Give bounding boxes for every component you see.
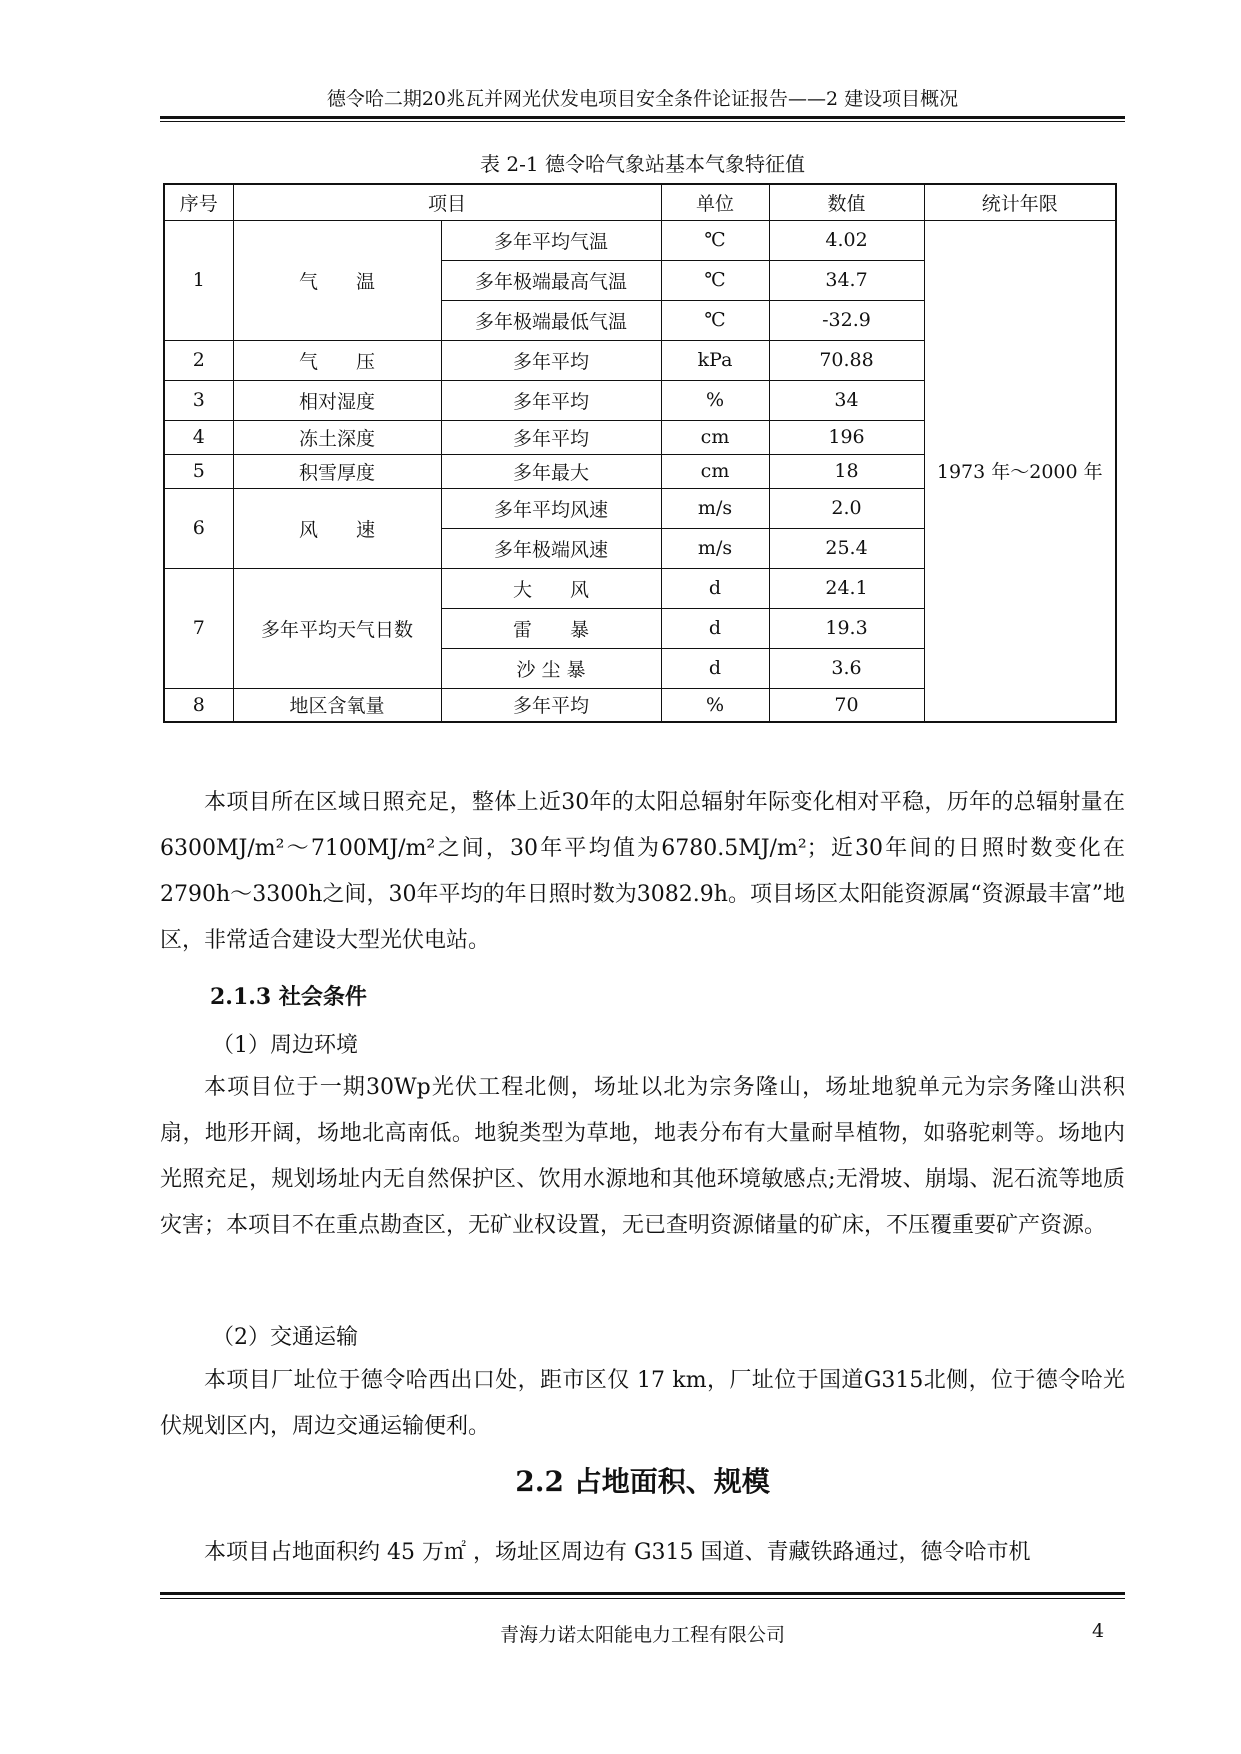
section-heading-2-2: 2.2 占地面积、规模 <box>515 1465 770 1498</box>
row-no: 6 <box>164 488 233 568</box>
row-no: 4 <box>164 420 233 454</box>
table-caption: 表 2-1 德令哈气象站基本气象特征值 <box>480 152 805 176</box>
col-header-period: 统计年限 <box>924 184 1116 220</box>
row-value: 24.1 <box>769 568 924 608</box>
subheading-environment: （1）周边环境 <box>212 1033 358 1058</box>
row-unit: m/s <box>661 528 769 568</box>
row-subitem: 多年极端最低气温 <box>441 300 661 340</box>
row-subitem: 多年平均 <box>441 380 661 420</box>
row-no: 2 <box>164 340 233 380</box>
period-cell: 1973 年～2000 年 <box>924 220 1116 722</box>
header-rule-thin <box>160 121 1125 122</box>
row-item: 气 温 <box>233 220 441 340</box>
section-heading-2-1-3: 2.1.3 社会条件 <box>210 984 367 1010</box>
header-rule-thick <box>160 116 1125 119</box>
paragraph-solar: 本项目所在区域日照充足，整体上近30年的太阳总辐射年际变化相对平稳，历年的总辐射量在6300MJ/m²～7100MJ/m²之间，30年平均值为6780.5MJ/m²；近30年间的日照时数变化在2790h～3300h之间，30年平均的年日照时数为3082.9h。项目场区太阳能资源属“资源最丰富”地区，非常适合建设大型光伏电站。 <box>160 790 1125 953</box>
col-header-unit: 单位 <box>661 184 769 220</box>
col-header-no: 序号 <box>164 184 233 220</box>
row-subitem: 沙 尘 暴 <box>441 648 661 688</box>
row-value: 3.6 <box>769 648 924 688</box>
row-subitem: 多年平均气温 <box>441 220 661 260</box>
footer-rule-thick <box>160 1592 1125 1595</box>
row-value: -32.9 <box>769 300 924 340</box>
row-value: 2.0 <box>769 488 924 528</box>
footer-rule-thin <box>160 1598 1125 1599</box>
row-subitem: 大 风 <box>441 568 661 608</box>
row-value: 70 <box>769 688 924 722</box>
row-unit: % <box>661 688 769 722</box>
row-subitem: 多年平均 <box>441 340 661 380</box>
table-row <box>164 220 1116 260</box>
row-no: 7 <box>164 568 233 688</box>
col-header-value: 数值 <box>769 184 924 220</box>
row-unit: d <box>661 568 769 608</box>
row-item: 多年平均天气日数 <box>233 568 441 688</box>
subheading-transport: （2）交通运输 <box>212 1325 358 1350</box>
running-header: 德令哈二期20兆瓦并网光伏发电项目安全条件论证报告——2 建设项目概况 <box>326 88 959 110</box>
row-unit: ℃ <box>661 260 769 300</box>
row-unit: d <box>661 608 769 648</box>
row-value: 70.88 <box>769 340 924 380</box>
row-unit: kPa <box>661 340 769 380</box>
row-item: 积雪厚度 <box>233 454 441 488</box>
row-subitem: 多年平均 <box>441 688 661 722</box>
row-value: 34.7 <box>769 260 924 300</box>
row-unit: % <box>661 380 769 420</box>
row-subitem: 雷 暴 <box>441 608 661 648</box>
footer-company: 青海力诺太阳能电力工程有限公司 <box>499 1624 785 1646</box>
weather-table <box>163 183 1117 723</box>
row-no: 1 <box>164 220 233 340</box>
row-subitem: 多年平均风速 <box>441 488 661 528</box>
col-header-item: 项目 <box>233 184 661 220</box>
row-unit: cm <box>661 454 769 488</box>
row-unit: m/s <box>661 488 769 528</box>
row-value: 19.3 <box>769 608 924 648</box>
row-no: 8 <box>164 688 233 722</box>
row-item: 风 速 <box>233 488 441 568</box>
row-subitem: 多年平均 <box>441 420 661 454</box>
row-item: 相对湿度 <box>233 380 441 420</box>
row-subitem: 多年最大 <box>441 454 661 488</box>
row-value: 34 <box>769 380 924 420</box>
row-value: 196 <box>769 420 924 454</box>
row-unit: d <box>661 648 769 688</box>
row-item: 地区含氧量 <box>233 688 441 722</box>
table-header-row <box>164 184 1116 220</box>
row-value: 25.4 <box>769 528 924 568</box>
row-unit: ℃ <box>661 300 769 340</box>
row-item: 气 压 <box>233 340 441 380</box>
paragraph-environment: 本项目位于一期30Wp光伏工程北侧，场址以北为宗务隆山，场址地貌单元为宗务隆山洪积扇，地形开阔，场地北高南低。地貌类型为草地，地表分布有大量耐旱植物，如骆驼刺等。场地内光照充足，规划场址内无自然保护区、饮用水源地和其他环境敏感点;无滑坡、崩塌、泥石流等地质灾害；本项目不在重点勘查区，无矿业权设置，无已查明资源储量的矿床，不压覆重要矿产资源。 <box>160 1075 1125 1238</box>
page-number: 4 <box>1092 1620 1105 1642</box>
row-no: 5 <box>164 454 233 488</box>
row-value: 18 <box>769 454 924 488</box>
paragraph-land: 本项目占地面积约 45 万㎡ ，场址区周边有 G315 国道、青藏铁路通过，德令哈市机 <box>204 1540 1031 1565</box>
row-no: 3 <box>164 380 233 420</box>
row-item: 冻土深度 <box>233 420 441 454</box>
row-unit: cm <box>661 420 769 454</box>
row-unit: ℃ <box>661 220 769 260</box>
paragraph-transport: 本项目厂址位于德令哈西出口处，距市区仅 17 km，厂址位于国道G315北侧，位于德令哈光伏规划区内，周边交通运输便利。 <box>160 1368 1125 1439</box>
row-subitem: 多年极端风速 <box>441 528 661 568</box>
row-subitem: 多年极端最高气温 <box>441 260 661 300</box>
row-value: 4.02 <box>769 220 924 260</box>
